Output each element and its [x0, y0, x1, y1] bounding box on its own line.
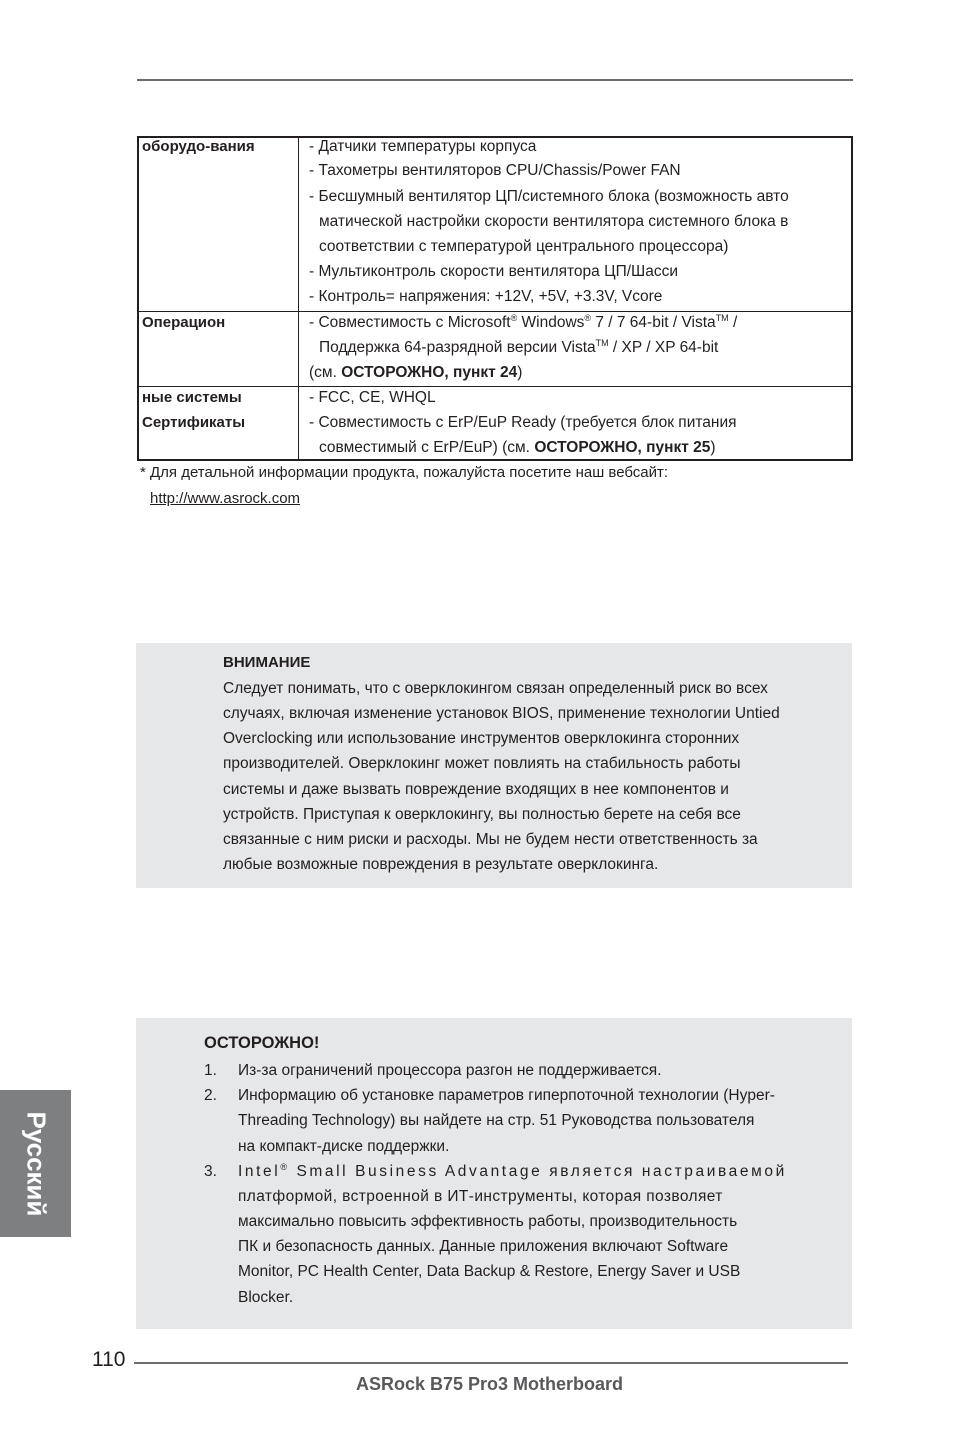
caution-item-number: 3. [204, 1163, 217, 1180]
spec-line: - Контроль= напряжения: +12V, +5V, +3.3V, Vcore [309, 288, 663, 305]
spec-line: - Совместимость с ErP/EuP Ready (требуется блок питания [309, 414, 737, 431]
os-compat-line: - Совместимость с Microsoft® Windows® 7 / 7 64-bit / Vista™ / [309, 313, 738, 331]
spec-line: - Тахометры вентиляторов CPU/Chassis/Power FAN [309, 162, 681, 179]
warning-line: случаях, включая изменение установок BIOS, применение технологии Untied [223, 705, 780, 722]
caution-line: платформой, встроенной в ИТ-инструменты, которая позволяет [238, 1188, 723, 1205]
spec-table [137, 136, 853, 461]
caution-line: ПК и безопасность данных. Данные приложения включают Software [238, 1238, 729, 1255]
os-support-line: Поддержка 64-разрядной версии Vista™ / XP / XP 64-bit [319, 338, 719, 356]
caution-title: ОСТОРОЖНО! [204, 1034, 320, 1052]
warning-title: ВНИМАНИЕ [223, 654, 311, 671]
spec-line: - Мультиконтроль скорости вентилятора ЦП/Шасси [309, 263, 678, 280]
row-label-hardware: оборудо-вания [142, 138, 255, 155]
caution-line-intel: Intel® Small Business Advantage является настраиваемой [238, 1162, 787, 1180]
table-row-divider [139, 311, 851, 312]
language-tab [0, 1090, 71, 1237]
table-row-divider [139, 386, 851, 387]
footer-rule [134, 1362, 848, 1364]
spec-line: соответствии с температурой центрального процессора) [319, 238, 729, 255]
spec-line: матической настройки скорости вентилятора системного блока в [319, 213, 789, 230]
warning-line: Overclocking или использование инструментов оверклокинга сторонних [223, 730, 740, 747]
warning-line: производителей. Оверклокинг может повлиять на стабильность работы [223, 755, 741, 772]
footnote-text: * Для детальной информации продукта, пожалуйста посетите наш вебсайт: [140, 464, 669, 481]
warning-line: Следует понимать, что с оверклокингом связан определенный риск во всех [223, 680, 768, 697]
footer-product-name: ASRock B75 Pro3 Motherboard [356, 1374, 624, 1394]
caution-item-number: 2. [204, 1087, 217, 1104]
header-rule [137, 79, 853, 81]
warning-box [136, 643, 852, 888]
spec-line: - Датчики температуры корпуса [309, 138, 537, 155]
page-number: 110 [92, 1348, 126, 1371]
spec-line: - FCC, CE, WHQL [309, 389, 436, 406]
row-label-certifications: Сертификаты [142, 414, 246, 431]
warning-line: любые возможные повреждения в результате оверклокинга. [223, 856, 659, 873]
caution-line: Monitor, PC Health Center, Data Backup & Restore, Energy Saver и USB [238, 1263, 741, 1280]
website-link[interactable]: http://www.asrock.com [150, 490, 301, 507]
language-tab-label: Русский [21, 1110, 51, 1217]
caution-line: Threading Technology) вы найдете на стр. 51 Руководства пользователя [238, 1112, 755, 1129]
spec-line: - Бесшумный вентилятор ЦП/системного блока (возможность авто [309, 188, 789, 205]
caution-item-number: 1. [204, 1062, 217, 1079]
caution-line: Blocker. [238, 1289, 294, 1306]
caution-line: максимально повысить эффективность работы, производительность [238, 1213, 738, 1230]
warning-line: системы и даже вызвать повреждение входящих в нее компонентов и [223, 781, 729, 798]
row-label-os-cont: ные системы [142, 389, 242, 406]
row-label-os: Операцион [142, 314, 226, 331]
erp-reference-line: совместимый с ErP/EuP) (см. ОСТОРОЖНО, пункт 25) [319, 439, 716, 456]
warning-line: связанные с ним риски и расходы. Мы не будем нести ответственность за [223, 831, 758, 848]
caution-line: Информацию об установке параметров гиперпоточной технологии (Hyper- [238, 1087, 775, 1104]
os-reference-line: (см. ОСТОРОЖНО, пункт 24) [309, 364, 523, 381]
caution-line: на компакт-диске поддержки. [238, 1138, 450, 1155]
caution-line: Из-за ограничений процессора разгон не поддерживается. [238, 1062, 662, 1079]
caution-box [136, 1018, 852, 1329]
table-column-divider [298, 138, 299, 459]
warning-line: устройств. Приступая к оверклокингу, вы полностью берете на себя все [223, 806, 741, 823]
